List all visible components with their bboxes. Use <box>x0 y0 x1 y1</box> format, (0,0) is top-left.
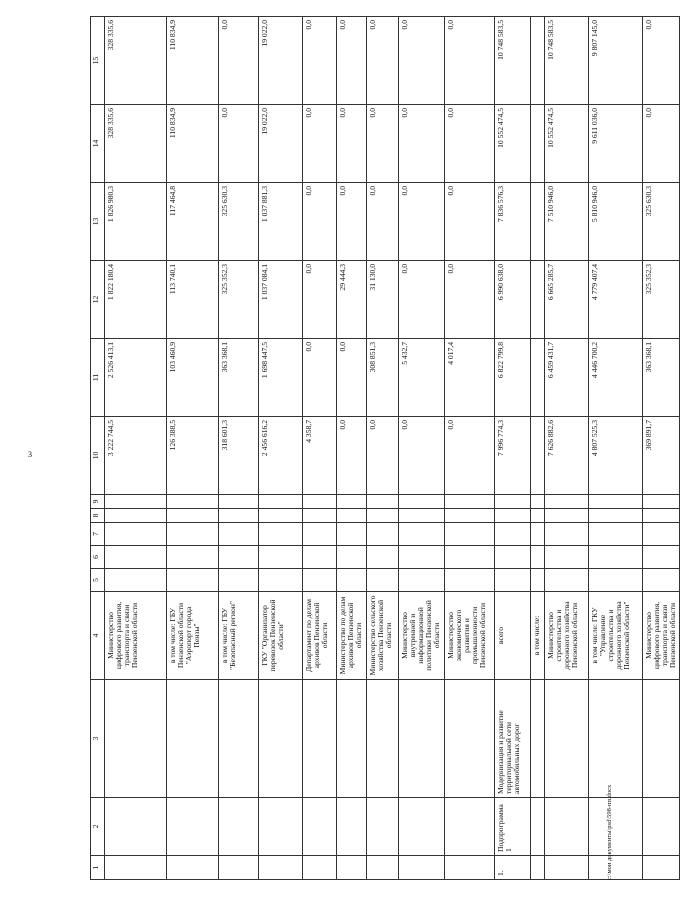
table-cell: Департамент по делам архивов Пензенской области <box>303 592 337 680</box>
table-cell: 4 358,7 <box>303 417 337 495</box>
table-cell <box>589 546 643 569</box>
table-cell <box>303 856 337 880</box>
table-cell <box>337 523 367 546</box>
table-cell <box>259 509 303 523</box>
table-cell <box>259 680 303 798</box>
table-cell: 0,0 <box>367 417 399 495</box>
table-cell <box>259 523 303 546</box>
table-cell <box>643 856 680 880</box>
table-cell <box>399 509 445 523</box>
column-number: 12 <box>91 261 105 339</box>
table-cell: в том числе: ГБУ Пензенской области "Аэропорт города Пензы" <box>167 592 219 680</box>
table-cell <box>531 495 545 509</box>
table-cell: 126 388,5 <box>167 417 219 495</box>
table-cell <box>367 509 399 523</box>
table-cell: 1 037 881,3 <box>259 183 303 261</box>
table-cell: 363 368,1 <box>643 339 680 417</box>
table-row <box>367 17 399 880</box>
table-cell <box>105 523 167 546</box>
table-cell <box>105 546 167 569</box>
table-cell <box>167 798 219 856</box>
table-cell <box>219 569 259 592</box>
table-cell <box>445 546 495 569</box>
table-cell: 1 822 180,4 <box>105 261 167 339</box>
table-cell <box>399 495 445 509</box>
column-number: 10 <box>91 417 105 495</box>
table-cell <box>545 509 589 523</box>
table-cell <box>399 523 445 546</box>
table-cell <box>167 680 219 798</box>
column-number: 13 <box>91 183 105 261</box>
table-row <box>643 17 680 880</box>
table-cell: Подпрограмма 1 <box>495 798 531 856</box>
table-cell <box>643 523 680 546</box>
table-cell: в том числе: ГКУ "Управление строительства и дорожного хозяйства Пензенской области" <box>589 592 643 680</box>
table-cell <box>219 546 259 569</box>
table-cell <box>589 569 643 592</box>
column-number: 15 <box>91 17 105 105</box>
table-cell <box>643 569 680 592</box>
table-cell <box>545 569 589 592</box>
column-number: 9 <box>91 495 105 509</box>
table-row <box>303 17 337 880</box>
table-cell <box>445 856 495 880</box>
table-row <box>545 17 589 880</box>
table-cell: 325 352,3 <box>219 261 259 339</box>
table-cell: 10 552 474,5 <box>545 105 589 183</box>
table-cell <box>167 569 219 592</box>
table-cell <box>445 509 495 523</box>
table-cell: 2 456 616,2 <box>259 417 303 495</box>
table-cell <box>643 798 680 856</box>
table-cell: 31 130,0 <box>367 261 399 339</box>
table-cell: всего <box>495 592 531 680</box>
table-cell: в том числе: ГБУ "Безопасный регион" <box>219 592 259 680</box>
table-row <box>399 17 445 880</box>
table-cell <box>337 798 367 856</box>
table-cell: 3 222 744,5 <box>105 417 167 495</box>
table-cell: 110 834,9 <box>167 105 219 183</box>
table-cell <box>531 183 545 261</box>
table-cell <box>531 546 545 569</box>
table-cell <box>545 856 589 880</box>
table-cell <box>589 509 643 523</box>
table-cell <box>445 569 495 592</box>
table-cell <box>399 798 445 856</box>
table-cell: 318 601,3 <box>219 417 259 495</box>
table-cell: 0,0 <box>399 417 445 495</box>
table-cell <box>303 509 337 523</box>
table-row <box>531 17 545 880</box>
table-cell: 369 891,7 <box>643 417 680 495</box>
table-cell <box>367 523 399 546</box>
table-cell <box>367 856 399 880</box>
table-cell <box>105 798 167 856</box>
table-cell: 1 037 084,1 <box>259 261 303 339</box>
table-cell <box>367 495 399 509</box>
table-cell <box>367 546 399 569</box>
table-cell <box>337 569 367 592</box>
table-cell: 363 368,1 <box>219 339 259 417</box>
table-row <box>105 17 167 880</box>
table-cell <box>545 523 589 546</box>
table-cell: 7 996 774,3 <box>495 417 531 495</box>
table-cell: 5 810 946,0 <box>589 183 643 261</box>
table-cell: Министерство строительства и дорожного хозяйства Пензенской области <box>545 592 589 680</box>
table-cell <box>445 495 495 509</box>
table-cell <box>367 680 399 798</box>
table-cell <box>219 798 259 856</box>
table-cell: 0,0 <box>399 183 445 261</box>
table-cell: 0,0 <box>643 105 680 183</box>
table-cell: Министерство цифрового развития, транспорта и связи Пензенской области <box>105 592 167 680</box>
table-cell <box>531 509 545 523</box>
table-row <box>337 17 367 880</box>
table-cell <box>219 856 259 880</box>
table-cell <box>399 856 445 880</box>
table-cell <box>531 569 545 592</box>
table-cell: 110 834,9 <box>167 17 219 105</box>
table-cell <box>531 261 545 339</box>
table-cell <box>643 546 680 569</box>
table-cell <box>219 495 259 509</box>
table-cell: 0,0 <box>337 417 367 495</box>
table-cell <box>545 798 589 856</box>
table-cell: 4 017,4 <box>445 339 495 417</box>
table-cell <box>545 546 589 569</box>
table-cell <box>259 546 303 569</box>
table-cell <box>303 495 337 509</box>
table-cell <box>303 680 337 798</box>
table-cell <box>399 680 445 798</box>
table-cell <box>495 569 531 592</box>
table-cell <box>259 495 303 509</box>
table-cell: 0,0 <box>303 183 337 261</box>
table-cell: 19 022,0 <box>259 105 303 183</box>
table-cell: 0,0 <box>303 339 337 417</box>
file-path-footer: c:\мои документы\psd\598-пп.docx <box>606 784 613 880</box>
table-cell <box>259 569 303 592</box>
table-cell: 0,0 <box>399 261 445 339</box>
table-cell: 0,0 <box>337 339 367 417</box>
table-cell <box>105 509 167 523</box>
table-cell: 0,0 <box>367 183 399 261</box>
table-cell: 7 626 882,6 <box>545 417 589 495</box>
table-cell: Министерство внутренней и информационной политики Пензенской области <box>399 592 445 680</box>
table-cell: 7 836 576,3 <box>495 183 531 261</box>
table-cell: 4 807 525,3 <box>589 417 643 495</box>
table-cell <box>643 680 680 798</box>
table-cell <box>259 856 303 880</box>
table-cell: 6 822 799,8 <box>495 339 531 417</box>
table-cell: 9 807 145,0 <box>589 17 643 105</box>
table-cell: 328 335,6 <box>105 105 167 183</box>
table-cell <box>643 495 680 509</box>
table-row <box>259 17 303 880</box>
table-cell: 9 611 036,0 <box>589 105 643 183</box>
table-cell: 0,0 <box>445 261 495 339</box>
table-cell <box>303 546 337 569</box>
table-cell: 0,0 <box>219 105 259 183</box>
table-cell <box>105 856 167 880</box>
table-cell <box>367 798 399 856</box>
table-cell: 4 446 700,2 <box>589 339 643 417</box>
table-cell <box>219 523 259 546</box>
table-cell <box>167 856 219 880</box>
table-cell: 7 510 946,0 <box>545 183 589 261</box>
table-cell <box>495 495 531 509</box>
table-cell: 2 526 413,1 <box>105 339 167 417</box>
table-cell <box>105 680 167 798</box>
table-cell: 0,0 <box>367 105 399 183</box>
table-cell: Модернизация и развитие территориальной сети автомобильных дорог <box>495 680 531 798</box>
table-cell <box>643 509 680 523</box>
table-cell <box>589 680 643 798</box>
table-cell: 1 826 980,3 <box>105 183 167 261</box>
rotated-table-container <box>90 20 677 880</box>
table-cell: 0,0 <box>367 17 399 105</box>
table-cell <box>167 546 219 569</box>
table-cell <box>495 509 531 523</box>
table-cell <box>105 495 167 509</box>
table-cell: 325 630,3 <box>643 183 680 261</box>
column-number: 14 <box>91 105 105 183</box>
column-number: 7 <box>91 523 105 546</box>
table-cell: в том числе: <box>531 592 545 680</box>
table-cell <box>167 509 219 523</box>
table-cell: 308 851,3 <box>367 339 399 417</box>
table-cell: 0,0 <box>445 183 495 261</box>
table-cell: 0,0 <box>399 17 445 105</box>
table-cell <box>531 339 545 417</box>
table-cell: 0,0 <box>337 105 367 183</box>
table-cell: 5 432,7 <box>399 339 445 417</box>
table-cell: 10 552 474,5 <box>495 105 531 183</box>
table-cell <box>531 856 545 880</box>
funding-table <box>90 16 680 880</box>
table-cell: 4 779 407,4 <box>589 261 643 339</box>
table-row <box>495 17 531 880</box>
table-row <box>167 17 219 880</box>
table-cell <box>445 798 495 856</box>
table-cell <box>337 680 367 798</box>
table-cell: Министерство цифрового развития, транспорта и связи Пензенской области <box>643 592 680 680</box>
table-cell: 0,0 <box>303 261 337 339</box>
table-cell <box>337 546 367 569</box>
table-cell: 0,0 <box>337 17 367 105</box>
column-number: 4 <box>91 592 105 680</box>
table-cell: 0,0 <box>337 183 367 261</box>
table-cell: 328 335,6 <box>105 17 167 105</box>
table-cell <box>399 569 445 592</box>
column-number: 5 <box>91 569 105 592</box>
table-cell <box>495 523 531 546</box>
table-cell: 0,0 <box>643 17 680 105</box>
table-cell <box>445 523 495 546</box>
table-cell <box>337 509 367 523</box>
table-cell: 6 665 285,7 <box>545 261 589 339</box>
column-number: 6 <box>91 546 105 569</box>
column-number: 1 <box>91 856 105 880</box>
column-number: 8 <box>91 509 105 523</box>
table-cell <box>399 546 445 569</box>
column-number: 11 <box>91 339 105 417</box>
table-cell <box>337 495 367 509</box>
table-cell: 325 630,3 <box>219 183 259 261</box>
table-cell: 117 464,8 <box>167 183 219 261</box>
table-row <box>589 17 643 880</box>
table-cell: 6 459 431,7 <box>545 339 589 417</box>
table-cell <box>589 798 643 856</box>
table-cell: 325 352,3 <box>643 261 680 339</box>
table-cell: ГКУ "Организатор перевозок Пензенской области" <box>259 592 303 680</box>
table-cell: 0,0 <box>399 105 445 183</box>
table-cell <box>531 680 545 798</box>
table-cell: Министерство по делам архивов Пензенской области <box>337 592 367 680</box>
table-cell <box>303 798 337 856</box>
table-cell <box>219 509 259 523</box>
table-cell: 29 444,3 <box>337 261 367 339</box>
table-cell <box>367 569 399 592</box>
table-cell <box>303 523 337 546</box>
column-number: 3 <box>91 680 105 798</box>
table-cell: 0,0 <box>445 17 495 105</box>
table-cell <box>303 569 337 592</box>
table-cell <box>167 523 219 546</box>
table-cell <box>531 798 545 856</box>
table-cell: 0,0 <box>219 17 259 105</box>
table-cell: 0,0 <box>303 17 337 105</box>
table-cell <box>531 417 545 495</box>
table-cell <box>531 105 545 183</box>
header-row <box>91 17 105 880</box>
table-cell <box>167 495 219 509</box>
table-row <box>445 17 495 880</box>
table-cell: 0,0 <box>445 105 495 183</box>
table-cell <box>445 680 495 798</box>
table-cell: 0,0 <box>303 105 337 183</box>
table-cell: Министерство сельского хозяйства Пензенской области <box>367 592 399 680</box>
table-cell <box>219 680 259 798</box>
table-row <box>219 17 259 880</box>
table-cell <box>531 523 545 546</box>
table-cell <box>545 495 589 509</box>
table-cell <box>259 798 303 856</box>
table-cell <box>495 546 531 569</box>
table-cell <box>337 856 367 880</box>
table-cell: 1. <box>495 856 531 880</box>
table-cell <box>589 856 643 880</box>
table-cell <box>589 523 643 546</box>
table-cell: 10 748 583,5 <box>545 17 589 105</box>
table-cell: 1 698 447,5 <box>259 339 303 417</box>
table-cell <box>589 495 643 509</box>
table-cell: 103 460,9 <box>167 339 219 417</box>
table-cell <box>545 680 589 798</box>
table-cell: 0,0 <box>445 417 495 495</box>
column-number: 2 <box>91 798 105 856</box>
table-cell: 6 990 638,0 <box>495 261 531 339</box>
table-cell: 10 748 583,5 <box>495 17 531 105</box>
table-cell <box>105 569 167 592</box>
table-cell: 113 740,1 <box>167 261 219 339</box>
table-cell: 19 022,0 <box>259 17 303 105</box>
table-cell: Министерство экономического развития и промышленности Пензенской области <box>445 592 495 680</box>
page-number: 3 <box>28 450 32 459</box>
table-cell <box>531 17 545 105</box>
